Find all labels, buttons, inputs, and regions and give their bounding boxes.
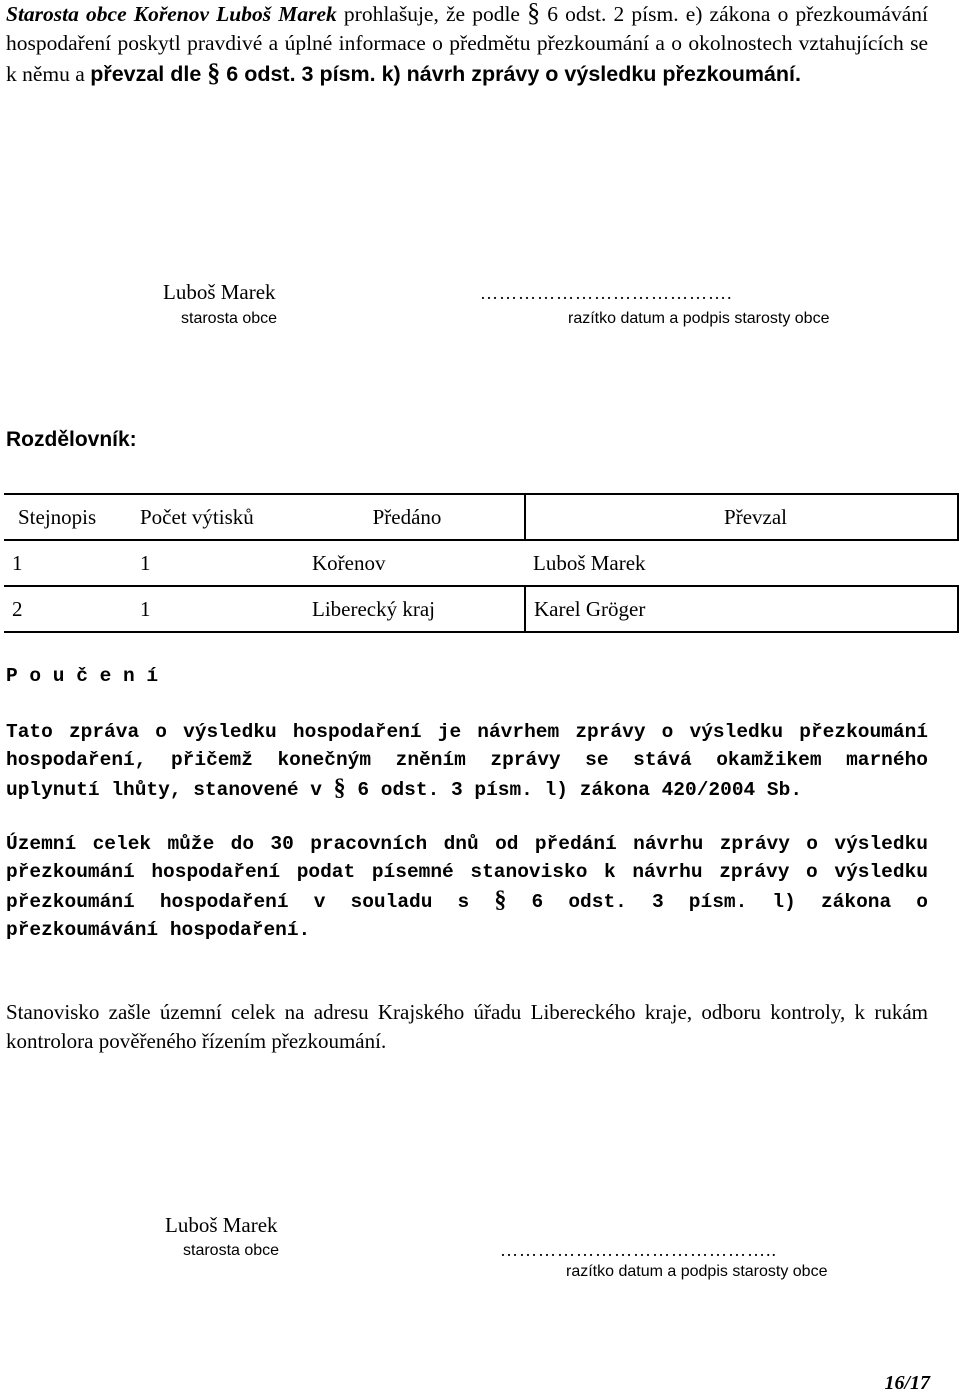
instruction-paragraph-3: Stanovisko zašle územní celek na adresu Krajského úřadu Libereckého kraje, odboru kontroly, k rukám kontrolora pověřeného řízením přezkoumání. [6,1000,928,1053]
distribution-heading: Rozdělovník: [6,428,137,451]
col-header: Stejnopis [4,494,132,540]
instruction-paragraph-2: Územní celek může do 30 pracovních dnů od předání návrhu zprávy o výsledku přezkoumání hospodaření podat písemné stanovisko k návrhu zprávy o výsledku přezkoumání hospodaření v souladu s § 6 odst. 3 písm. l) zákona o přezkoumávání hospodaření. [6,833,928,941]
intro-mayor: Starosta obce Kořenov Luboš Marek [6,2,337,26]
table-row: 2 1 Liberecký kraj Karel Gröger [4,586,958,632]
col-header: Počet výtisků [132,494,290,540]
signature-dots: …………………………………. [480,283,733,303]
signature-role: starosta obce [181,310,278,327]
table-row: 1 1 Kořenov Luboš Marek [4,540,958,586]
signature-role: starosta obce [183,1242,280,1259]
signature-name: Luboš Marek [165,1213,278,1237]
col-header: Předáno [290,494,525,540]
table-header-row [4,494,958,540]
col-header: Převzal [525,494,958,540]
signature-name: Luboš Marek [163,280,276,304]
intro-paragraph: Starosta obce Kořenov Luboš Marek prohlašuje, že podle § 6 odst. 2 písm. e) zákona o přezkoumávání hospodaření poskytl pravdivé a úplné informace o předmětu přezkoumání a o okolnostech vztahujících se k němu a převzal dle § 6 odst. 3 písm. k) návrh zprávy o výsledku přezkoumání. [6,0,928,87]
signature-dots: …………………………………….. [500,1240,777,1260]
stamp-label: razítko datum a podpis starosty obce [568,310,830,327]
instruction-paragraph-1: Tato zpráva o výsledku hospodaření je návrhem zprávy o výsledku přezkoumání hospodaření, přičemž konečným zněním zprávy se stává okamžikem marného uplynutí lhůty, stanovené v § 6 odst. 3 písm. l) zákona 420/2004 Sb. [6,721,928,801]
instruction-heading: P o u č e n í [6,665,159,687]
stamp-label: razítko datum a podpis starosty obce [566,1263,828,1280]
distribution-table [4,493,959,633]
page-number: 16/17 [884,1372,930,1394]
